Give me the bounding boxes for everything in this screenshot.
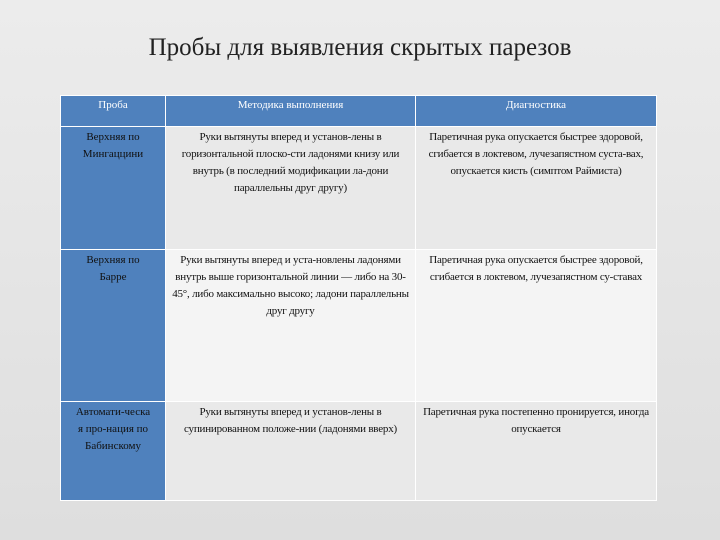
- method-cell: Руки вытянуты вперед и установ-лены в горизонтальной плоско-сти ладонями книзу или внутрь (в последний модификации ла-дони параллельны друг другу): [166, 127, 416, 250]
- probe-name-cell: Автомати-ческа я про-нация по Бабинскому: [61, 402, 166, 501]
- diagnosis-cell: Паретичная рука опускается быстрее здоровой, сгибается в локтевом, лучезапястном суста-вах, опускается кисть (симптом Раймиста): [416, 127, 657, 250]
- table-row: [61, 127, 657, 250]
- header-probe: Проба: [61, 96, 166, 127]
- diagnosis-cell: Паретичная рука постепенно пронируется, иногда опускается: [416, 402, 657, 501]
- probe-name-cell: Верхняя по Мингаццини: [61, 127, 166, 250]
- probes-table: [60, 95, 657, 501]
- header-diagnosis: Диагностика: [416, 96, 657, 127]
- probe-name-cell: Верхняя по Барре: [61, 250, 166, 402]
- slide-title: Пробы для выявления скрытых парезов: [148, 34, 572, 61]
- method-cell: Руки вытянуты вперед и установ-лены в супинированном положе-нии (ладонями вверх): [166, 402, 416, 501]
- diagnosis-cell: Паретичная рука опускается быстрее здоровой, сгибается в локтевом, лучезапястном су-ставах: [416, 250, 657, 402]
- method-cell: Руки вытянуты вперед и уста-новлены ладонями внутрь выше горизонтальной линии — либо на 30-45°, либо максимально высоко; ладони параллельны друг другу: [166, 250, 416, 402]
- header-method: Методика выполнения: [166, 96, 416, 127]
- table-header-row: [61, 96, 657, 127]
- table-row: [61, 250, 657, 402]
- table-row: [61, 402, 657, 501]
